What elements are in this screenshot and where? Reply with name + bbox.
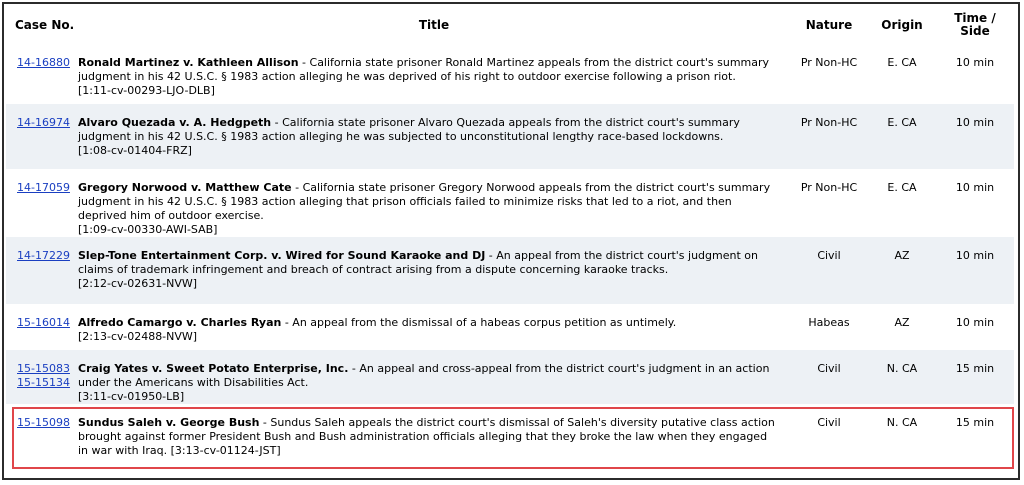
case-title-cell (78, 404, 790, 471)
docket-number: [2:13-cv-02488-NVW] (78, 330, 198, 343)
header-row (6, 6, 1014, 44)
case-number-link[interactable]: 14-16974 (17, 116, 70, 129)
origin-cell: E. CA (887, 56, 917, 69)
origin-cell: N. CA (868, 350, 936, 404)
col-title: Title (418, 17, 450, 32)
origin-cell: E. CA (868, 104, 936, 169)
docket-number: [1:11-cv-00293-LJO-DLB] (78, 84, 215, 97)
case-title-cell (78, 104, 790, 169)
case-number-cell (6, 350, 78, 404)
docket-number: [3:11-cv-01950-LB] (78, 390, 185, 403)
table-row (6, 350, 1014, 404)
case-title-cell (78, 237, 790, 304)
nature-cell: Habeas (808, 316, 850, 329)
case-number-cell (6, 44, 78, 104)
case-title-cell (78, 350, 790, 404)
case-description: - California state prisoner Alvaro Quezada appeals from the district court's summary judgment in his 42 U.S.C. § 1983 action alleging he was subjected to unconstitutional lengthy race-based lockdowns. (78, 116, 740, 143)
case-number-cell (6, 104, 78, 169)
case-title-cell (78, 44, 790, 104)
case-number-cell (6, 404, 78, 471)
case-number-link[interactable]: 15-16014 (17, 316, 70, 329)
time-side-cell: 10 min (955, 181, 995, 194)
case-name: Craig Yates v. Sweet Potato Enterprise, Inc. (78, 362, 349, 375)
case-number-link[interactable]: 14-16880 (17, 56, 70, 69)
time-side-cell: 10 min (955, 316, 995, 329)
col-nature: Nature (805, 17, 853, 32)
case-name: Gregory Norwood v. Matthew Cate (78, 181, 292, 194)
col-time-side: Time / Side (954, 11, 996, 38)
origin-cell: E. CA (887, 181, 917, 194)
nature-cell: Pr Non-HC (800, 56, 858, 69)
docket-number: [1:08-cv-01404-FRZ] (78, 144, 192, 157)
case-table (6, 6, 1014, 471)
nature-cell: Civil (817, 416, 841, 429)
nature-cell: Civil (790, 237, 868, 304)
table-row (6, 44, 1014, 104)
time-side-cell: 10 min (936, 104, 1014, 169)
table-row (6, 104, 1014, 169)
case-name: Alvaro Quezada v. A. Hedgpeth (78, 116, 272, 129)
docket-number: [1:09-cv-00330-AWI-SAB] (78, 223, 218, 236)
time-side-cell: 10 min (955, 56, 995, 69)
case-description: - An appeal from the district court's judgment on claims of trademark infringement and breach of contract arising from a dispute concerning karaoke tracks. (78, 249, 758, 276)
docket-number: [2:12-cv-02631-NVW] (78, 277, 198, 290)
time-side-cell: 10 min (936, 237, 1014, 304)
col-origin: Origin (881, 17, 923, 32)
case-description: - Sundus Saleh appeals the district court's dismissal of Saleh's diversity putative class action brought against former President Bush and Bush administration officials alleging that they broke the law when they engaged in war with Iraq. (78, 416, 775, 457)
case-name: Alfredo Camargo v. Charles Ryan (78, 316, 282, 329)
case-number-link[interactable]: 15-15083 (17, 362, 70, 375)
case-name: Sundus Saleh v. George Bush (78, 416, 260, 429)
case-number-cell (6, 237, 78, 304)
case-name: Ronald Martinez v. Kathleen Allison (78, 56, 299, 69)
nature-cell: Pr Non-HC (800, 181, 858, 194)
origin-cell: AZ (868, 237, 936, 304)
case-description: - An appeal and cross-appeal from the district court's judgment in an action under the Americans with Disabilities Act. (78, 362, 770, 389)
case-number-link[interactable]: 15-15098 (17, 416, 70, 429)
time-side-cell: 15 min (955, 416, 995, 429)
col-case-no: Case No. (15, 17, 75, 32)
nature-cell: Civil (790, 350, 868, 404)
origin-cell: N. CA (886, 416, 918, 429)
case-title-cell (78, 169, 790, 237)
case-number-link[interactable]: 15-15134 (17, 376, 70, 389)
table-row (6, 404, 1014, 471)
case-number-cell (6, 169, 78, 237)
case-description: - An appeal from the dismissal of a habeas corpus petition as untimely. (281, 316, 677, 329)
table-row (6, 304, 1014, 350)
nature-cell: Pr Non-HC (790, 104, 868, 169)
case-title-cell (78, 304, 790, 350)
case-description: - California state prisoner Gregory Norwood appeals from the district court's summary judgment in his 42 U.S.C. § 1983 action alleging that prison officials failed to minimize risks that led to a riot, and then deprived him of outdoor exercise. (78, 181, 771, 222)
case-number-link[interactable]: 14-17229 (17, 249, 70, 262)
time-side-cell: 15 min (936, 350, 1014, 404)
case-description: - California state prisoner Ronald Martinez appeals from the district court's summary judgment in his 42 U.S.C. § 1983 action alleging he was deprived of his right to outdoor exercise following a prison riot. (78, 56, 770, 83)
docket-number: [3:13-cv-01124-JST] (170, 444, 281, 457)
origin-cell: AZ (894, 316, 910, 329)
case-number-cell (6, 304, 78, 350)
table-row (6, 169, 1014, 237)
case-number-link[interactable]: 14-17059 (17, 181, 70, 194)
table-row (6, 237, 1014, 304)
case-name: Slep-Tone Entertainment Corp. v. Wired for Sound Karaoke and DJ (78, 249, 486, 262)
